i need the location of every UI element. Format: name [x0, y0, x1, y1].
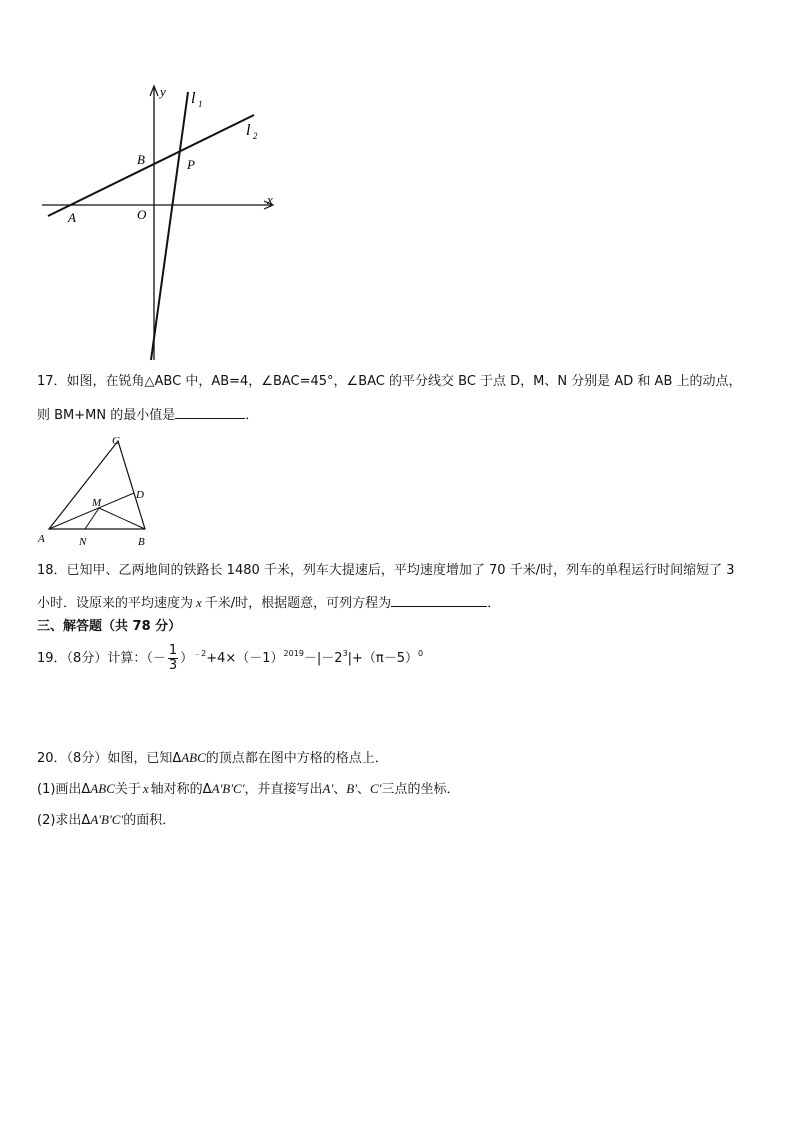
figure-coordinate-lines	[36, 80, 286, 365]
label-y: y	[160, 84, 166, 99]
q20-line2-var4: A'	[322, 781, 334, 796]
q20-line2-var2: x	[142, 781, 149, 796]
q17-answer-blank[interactable]	[175, 406, 245, 419]
q19-p3: －|－2	[303, 651, 343, 666]
segment-bm	[99, 508, 145, 529]
q20-line1-var: ABC	[181, 750, 206, 765]
label-M: M	[92, 497, 102, 509]
q18-line2-suffix: ．	[487, 596, 501, 611]
q18-line2-b: 千米/时，根据题意，可列方程为	[204, 596, 392, 611]
q17-line2-suffix: ．	[245, 408, 259, 423]
q18-var-x: x	[196, 595, 202, 610]
label-B: B	[138, 536, 145, 548]
q19-sup1: ﹣2	[193, 649, 207, 658]
q19-sup2: 2019	[283, 649, 304, 658]
q20-line2-a: (1)画出Δ	[37, 782, 91, 797]
figure-triangle	[32, 432, 162, 550]
q18-answer-blank[interactable]	[391, 594, 487, 607]
q19-line	[37, 644, 423, 675]
q19-sup4: 0	[418, 649, 424, 658]
q20-line2-f: 、	[356, 782, 370, 797]
q20-line2-c: 轴对称的Δ	[150, 782, 212, 797]
q20-line2-var1: ABC	[90, 781, 115, 796]
q19-fraction	[168, 644, 178, 673]
q19-frac-den: 3	[168, 658, 178, 673]
q19-p1: ）	[180, 651, 194, 666]
q20-line2-g: 三点的坐标．	[381, 782, 460, 797]
q20-line2	[37, 781, 459, 798]
label-A: A	[38, 533, 45, 545]
q18-line1: 18．已知甲、乙两地间的铁路长 1480 千米，列车大提速后，平均速度增加了 70 千米/时，列车的单程运行时间缩短了 3	[37, 563, 735, 578]
q20-line3	[37, 812, 175, 829]
q20-line1-a: 20．（8分）如图，已知Δ	[37, 751, 182, 766]
q20-line2-var5: B'	[346, 781, 357, 796]
label-x: x	[267, 192, 273, 207]
q19-p2: +4×（－1）	[206, 651, 284, 666]
section-heading: 三、解答题（共 78 分）	[37, 619, 182, 634]
q20-line1-b: 的顶点都在图中方格的格点上．	[205, 751, 388, 766]
label-D: D	[136, 489, 144, 501]
q18-line2-a: 小时．设原来的平均速度为	[37, 596, 194, 611]
q20-line3-b: 的面积．	[123, 813, 176, 828]
label-C: C	[112, 435, 120, 447]
line-l2	[48, 115, 254, 216]
q17-line2-prefix: 则 BM+MN 的最小值是	[37, 408, 176, 423]
label-l1: l	[191, 90, 196, 107]
q20-line1	[37, 750, 388, 767]
q20-line2-b: 关于	[114, 782, 141, 797]
q19-p4: |+（π－5）	[347, 651, 419, 666]
label-O: O	[137, 207, 147, 222]
q19-prefix: 19．（8分）计算：（－	[37, 651, 166, 666]
label-B: B	[137, 152, 145, 167]
label-N: N	[79, 536, 87, 548]
q17-line2	[37, 406, 258, 424]
line-l1	[151, 92, 188, 360]
q19-frac-num: 1	[168, 643, 178, 658]
label-l2-sub: 2	[253, 131, 258, 141]
triangle-abc	[49, 441, 145, 529]
label-A: A	[68, 210, 76, 225]
label-P: P	[187, 157, 195, 172]
label-l2: l	[246, 122, 251, 139]
q20-line2-var6: C'	[370, 781, 382, 796]
label-l1-sub: 1	[198, 99, 203, 109]
q20-line2-e: 、	[333, 782, 347, 797]
q19-sup3: 3	[342, 649, 348, 658]
q17-line1: 17．如图，在锐角△ABC 中，AB=4，∠BAC=45°，∠BAC 的平分线交 BC 于点 D，M、N 分别是 AD 和 AB 上的动点，	[37, 374, 742, 389]
q20-line2-d: ，并直接写出	[244, 782, 323, 797]
q20-line3-a: (2)求出Δ	[37, 813, 91, 828]
q18-line2	[37, 594, 500, 612]
q20-line2-var3: A'B'C'	[211, 781, 245, 796]
q20-line3-var: A'B'C'	[90, 812, 124, 827]
